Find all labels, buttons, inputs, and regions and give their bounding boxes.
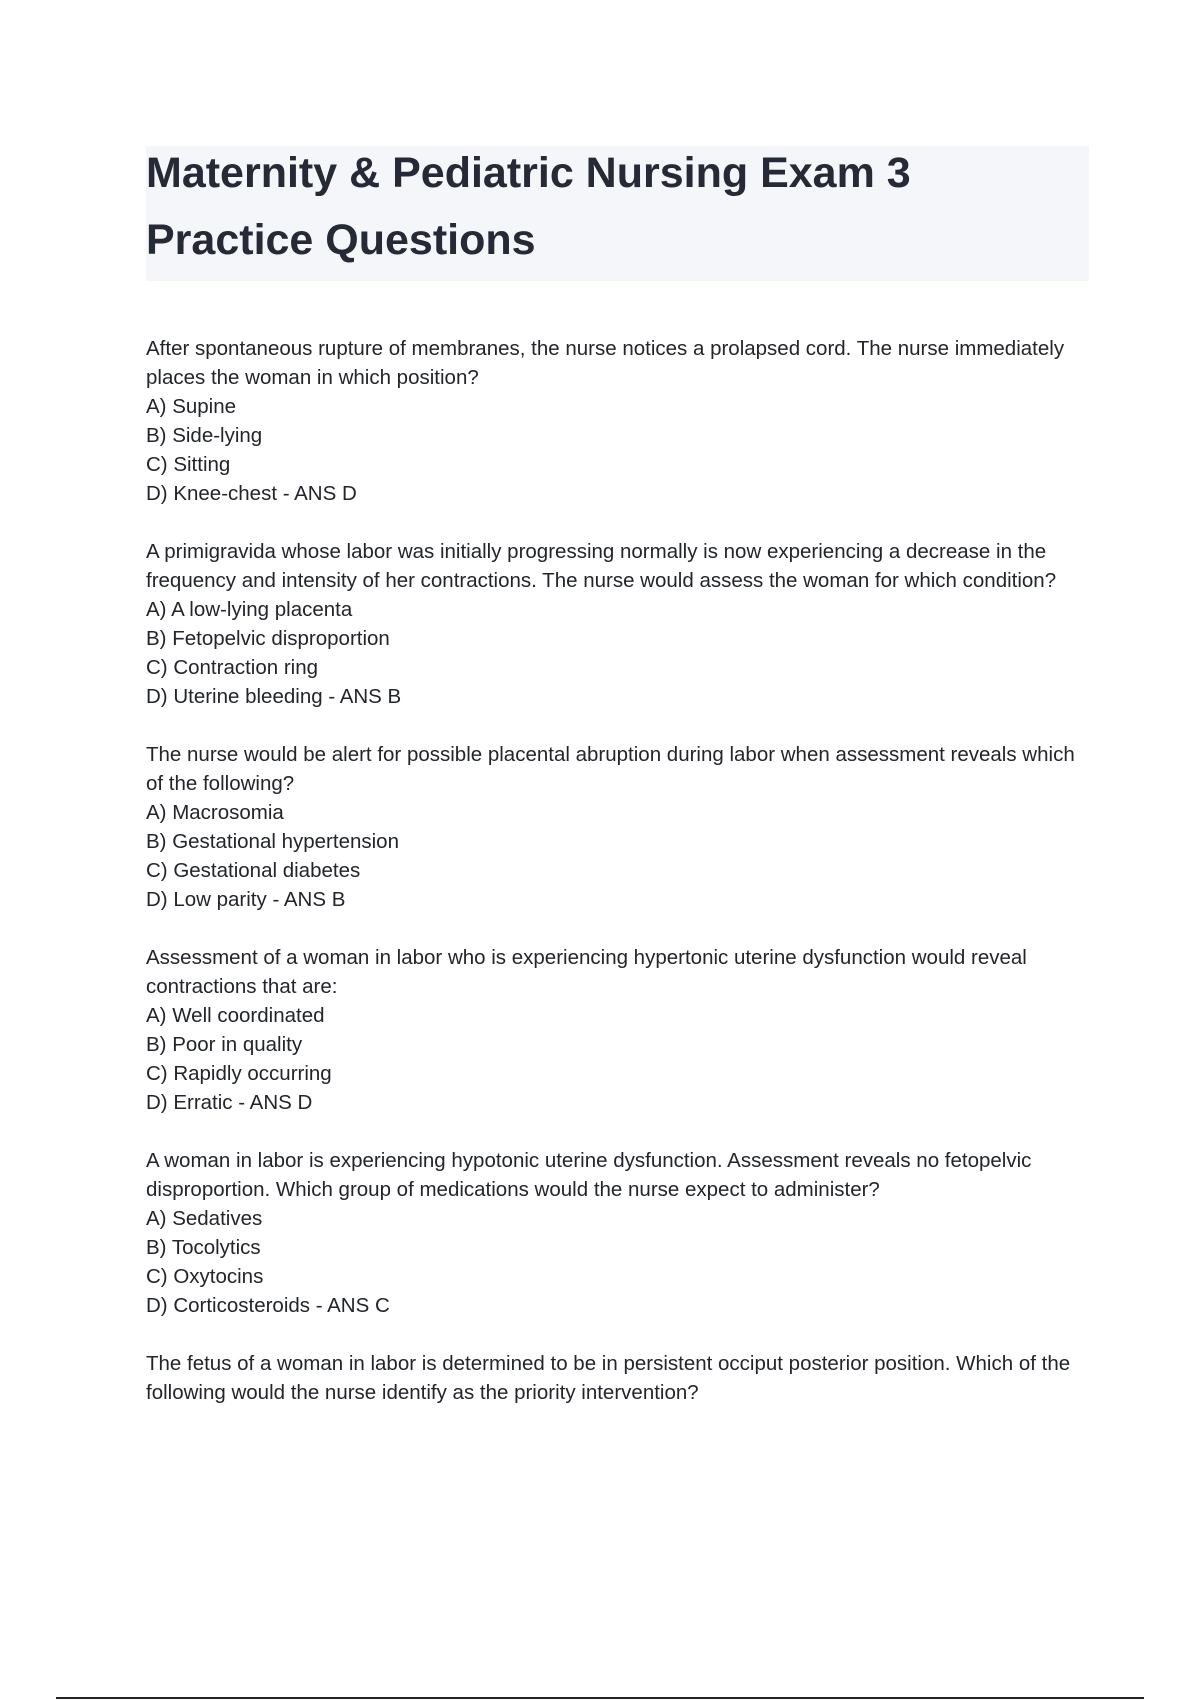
title-line-2: Practice Questions xyxy=(146,216,536,264)
answer-option: A) Sedatives xyxy=(146,1207,263,1230)
question-text: A primigravida whose labor was initially progressing normally is now experiencing a decrease in the frequency and intensity of her contractions. The nurse would assess the woman for which condition? xyxy=(146,540,1057,592)
answer-option: C) Sitting xyxy=(146,453,231,476)
question-block xyxy=(146,537,1096,711)
answer-option: C) Oxytocins xyxy=(146,1265,264,1288)
answer-option: D) Corticosteroids - ANS C xyxy=(146,1294,390,1317)
answer-option: A) A low-lying placenta xyxy=(146,598,353,621)
question-list xyxy=(146,334,1096,1436)
page-title xyxy=(146,140,1046,274)
answer-option: B) Gestational hypertension xyxy=(146,830,399,853)
answer-option: D) Erratic - ANS D xyxy=(146,1091,313,1114)
answer-option: C) Gestational diabetes xyxy=(146,859,361,882)
answer-option: A) Supine xyxy=(146,395,237,418)
question-block xyxy=(146,1349,1096,1407)
answer-option: C) Rapidly occurring xyxy=(146,1062,332,1085)
answer-option: D) Uterine bleeding - ANS B xyxy=(146,685,402,708)
answer-option: B) Tocolytics xyxy=(146,1236,261,1259)
question-block xyxy=(146,740,1096,914)
question-block xyxy=(146,943,1096,1117)
title-line-1: Maternity & Pediatric Nursing Exam 3 xyxy=(146,149,911,197)
answer-option: C) Contraction ring xyxy=(146,656,319,679)
question-block xyxy=(146,334,1096,508)
answer-option: A) Macrosomia xyxy=(146,801,284,824)
question-text: Assessment of a woman in labor who is experiencing hypertonic uterine dysfunction would reveal contractions that are: xyxy=(146,946,1027,998)
page-bottom-divider xyxy=(56,1697,1144,1699)
answer-option: D) Low parity - ANS B xyxy=(146,888,346,911)
question-text: The fetus of a woman in labor is determined to be in persistent occiput posterior position. Which of the following would the nurse identify as the priority intervention? xyxy=(146,1352,1071,1404)
question-block xyxy=(146,1146,1096,1320)
question-text: A woman in labor is experiencing hypotonic uterine dysfunction. Assessment reveals no fetopelvic disproportion. Which group of medications would the nurse expect to administer? xyxy=(146,1149,1032,1201)
question-text: The nurse would be alert for possible placental abruption during labor when assessment reveals which of the following? xyxy=(146,743,1075,795)
answer-option: B) Poor in quality xyxy=(146,1033,303,1056)
answer-option: B) Fetopelvic disproportion xyxy=(146,627,390,650)
question-text: After spontaneous rupture of membranes, the nurse notices a prolapsed cord. The nurse immediately places the woman in which position? xyxy=(146,337,1065,389)
answer-option: A) Well coordinated xyxy=(146,1004,325,1027)
answer-option: B) Side-lying xyxy=(146,424,263,447)
answer-option: D) Knee-chest - ANS D xyxy=(146,482,357,505)
